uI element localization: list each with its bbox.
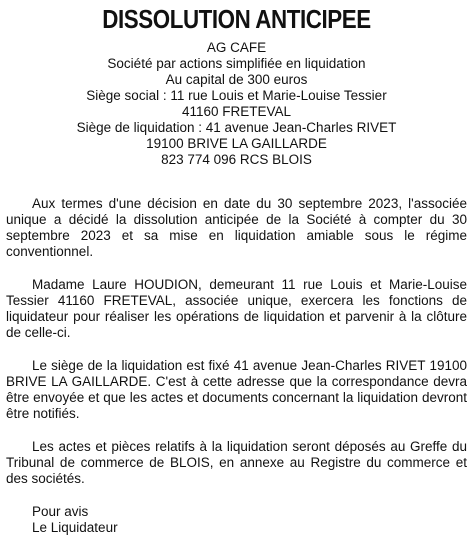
paragraph-liquidator: Madame Laure HOUDION, demeurant 11 rue Louis et Marie-Louise Tessier 41160 FRETEVAL, associée unique, exercera les fonctions de liquidateur pour réaliser les opérations de liquidation et parvenir à la clôture de celle-ci. (6, 277, 467, 340)
paragraph-liquidation-seat: Le siège de la liquidation est fixé 41 avenue Jean-Charles RIVET 19100 BRIVE LA GAILLARDE. C'est à cette adresse que la correspondance devra être envoyée et que les actes et documents concernant la liquidation devront être notifiés. (6, 358, 467, 421)
notice-body (0, 196, 473, 487)
paragraph-decision: Aux termes d'une décision en date du 30 septembre 2023, l'associée unique a décidé la dissolution anticipée de la Société à compter du 30 septembre 2023 et sa mise en liquidation amiable sous le régime conventionnel. (6, 196, 467, 259)
signature-text: Le Liquidateur (32, 520, 118, 535)
registered-office-city: 41160 FRETEVAL (181, 104, 292, 119)
closing-text: Pour avis (32, 504, 89, 519)
company-name: AG CAFE (206, 40, 267, 55)
company-capital: Au capital de 300 euros (165, 72, 308, 87)
notice-title: DISSOLUTION ANTICIPEE (102, 4, 371, 34)
signoff (0, 504, 473, 536)
registered-office: Siège social : 11 rue Louis et Marie-Louise Tessier (86, 88, 387, 103)
liquidation-office-city: 19100 BRIVE LA GAILLARDE (146, 136, 327, 151)
company-legal-form: Société par actions simplifiée en liquidation (107, 56, 366, 71)
company-header (0, 40, 473, 168)
rcs-number: 823 774 096 RCS BLOIS (161, 152, 312, 167)
paragraph-filing: Les actes et pièces relatifs à la liquidation seront déposés au Greffe du Tribunal de commerce de BLOIS, en annexe au Registre du commerce et des sociétés. (6, 439, 467, 486)
liquidation-office: Siège de liquidation : 41 avenue Jean-Charles RIVET (76, 120, 397, 135)
